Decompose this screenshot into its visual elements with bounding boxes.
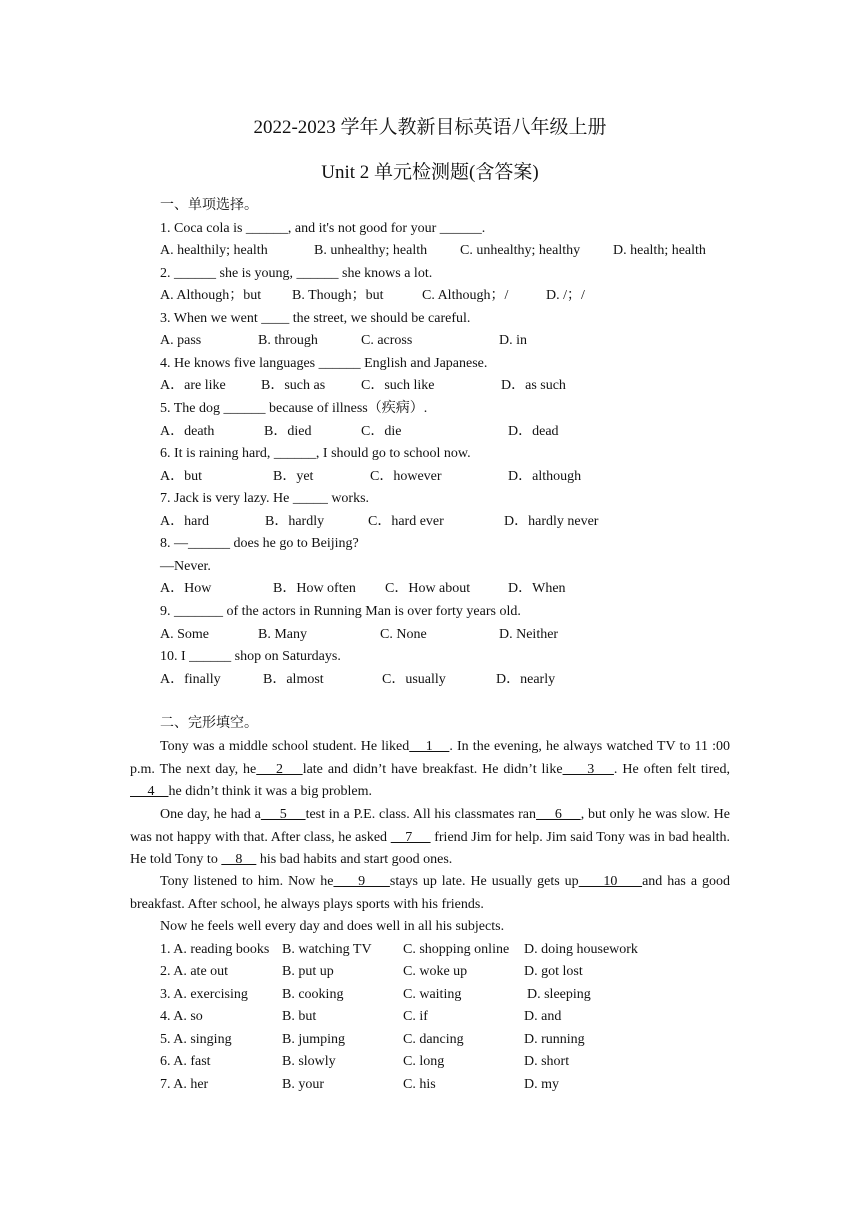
document-title: 2022-2023 学年人教新目标英语八年级上册 — [253, 117, 607, 138]
question-text: 3. When we went ____ the street, we should be careful. — [160, 311, 471, 326]
passage-text: , but only he was slow. He was not happy with that. After class, he asked — [130, 807, 730, 845]
option-a: A. Some — [160, 627, 209, 642]
option-d: D. /；/ — [546, 288, 585, 303]
option-a: A. Although；but — [160, 288, 262, 303]
question-answer-line: —Never. — [160, 559, 211, 574]
option-c: C. woke up — [403, 964, 468, 979]
blank-2: 2 — [256, 761, 303, 777]
question-text: 7. Jack is very lazy. He _____ works. — [160, 491, 370, 506]
passage-text: Tony listened to him. Now he — [160, 874, 334, 889]
option-a: 6. A. fast — [160, 1054, 211, 1069]
option-c: C. Although；/ — [422, 288, 509, 303]
option-b: B. cooking — [282, 987, 344, 1002]
option-d: D．hardly never — [504, 514, 599, 529]
option-b: B. but — [282, 1009, 317, 1024]
passage-text: late and didn’t have breakfast. He didn’t like — [302, 761, 563, 777]
option-a: 1. A. reading books — [160, 942, 270, 957]
option-a: A．are like — [160, 378, 226, 393]
option-b: B. through — [258, 333, 318, 348]
option-c: C．usually — [382, 672, 446, 687]
option-b: B. jumping — [282, 1032, 346, 1047]
blank-5: 5 — [260, 807, 306, 822]
question-text: 5. The dog ______ because of illness（疾病）. — [160, 401, 428, 416]
blank-4: 4 — [130, 784, 169, 799]
passage-text: his bad habits and start good ones. — [256, 852, 453, 867]
cloze-paragraph-4: Now he feels well every day and does well in all his subjects. — [160, 919, 505, 934]
question-text: 4. He knows five languages ______ English and Japanese. — [160, 356, 488, 371]
option-a: A．but — [160, 469, 202, 484]
option-d: D. my — [524, 1077, 559, 1092]
blank-6: 6 — [536, 807, 581, 822]
option-d: D. running — [524, 1032, 585, 1047]
option-b: B．died — [264, 424, 312, 439]
option-a: A. healthily; health — [160, 243, 268, 258]
option-b: B. slowly — [282, 1054, 336, 1069]
blank-10: 10 — [578, 874, 643, 889]
option-c: C．such like — [361, 378, 435, 393]
option-b: B. put up — [282, 964, 334, 979]
option-a: A．hard — [160, 514, 209, 529]
option-d: D. doing housework — [524, 942, 638, 957]
option-c: C. shopping online — [403, 942, 510, 957]
option-d: D．as such — [501, 378, 566, 393]
passage-text: he didn’t think it was a big problem. — [168, 784, 372, 799]
option-c: C．however — [370, 469, 442, 484]
option-c: C. if — [403, 1009, 428, 1024]
passage-text: and has a good breakfast. After school, he always plays sports with his friends. — [130, 874, 730, 912]
option-b: B. your — [282, 1077, 324, 1092]
blank-3: 3 — [562, 761, 614, 777]
option-d: D．nearly — [496, 672, 556, 687]
option-a: 4. A. so — [160, 1009, 203, 1024]
passage-text: test in a P.E. class. All his classmates ran — [305, 807, 536, 822]
option-a: A．How — [160, 581, 212, 596]
option-b: B．hardly — [265, 514, 325, 529]
question-text: 6. It is raining hard, ______, I should go to school now. — [160, 446, 471, 461]
option-c: C. dancing — [403, 1032, 464, 1047]
option-a: A. pass — [160, 333, 202, 348]
option-b: B．How often — [273, 581, 356, 596]
cloze-paragraph-2 — [130, 804, 730, 872]
option-b: B. unhealthy; health — [314, 243, 428, 258]
option-d: D. health; health — [613, 243, 706, 258]
option-c: C. None — [380, 627, 427, 642]
option-d: D．When — [508, 581, 566, 596]
question-text: 1. Coca cola is ______, and it's not good for your ______. — [160, 221, 486, 236]
question-text: 8. —______ does he go to Beijing? — [160, 536, 359, 551]
cloze-paragraph-1 — [130, 736, 730, 804]
option-d: D. in — [499, 333, 527, 348]
option-c: C．hard ever — [368, 514, 444, 529]
cloze-paragraph-3 — [130, 871, 730, 916]
passage-text: friend Jim for help. Jim said Tony was in bad health. He told Tony to — [130, 829, 731, 867]
option-a: 2. A. ate out — [160, 964, 229, 979]
option-d: D. got lost — [524, 964, 583, 979]
option-d: D. Neither — [499, 627, 559, 642]
document-subtitle: Unit 2 单元检测题(含答案) — [321, 162, 539, 183]
option-d: D．dead — [508, 424, 559, 439]
option-d: D. and — [524, 1009, 562, 1024]
option-d: D. sleeping — [527, 987, 591, 1002]
blank-9: 9 — [333, 874, 390, 889]
option-c: C. waiting — [403, 987, 462, 1002]
section2-heading: 二、完形填空。 — [160, 716, 258, 731]
option-b: B．almost — [263, 672, 324, 687]
option-c: C. across — [361, 333, 413, 348]
option-a: A．finally — [160, 672, 221, 687]
option-c: C. long — [403, 1054, 445, 1069]
option-b: B. watching TV — [282, 942, 372, 957]
passage-text: . In the evening, he always watched TV to 11 :00 p.m. The next day, he — [130, 739, 730, 777]
option-b: B．such as — [261, 378, 326, 393]
option-a: 5. A. singing — [160, 1032, 232, 1047]
option-d: D. short — [524, 1054, 570, 1069]
option-c: C. unhealthy; healthy — [460, 243, 581, 258]
option-c: C．die — [361, 424, 402, 439]
passage-text: One day, he had a — [160, 807, 261, 822]
option-a: 7. A. her — [160, 1077, 209, 1092]
option-c: C．How about — [385, 581, 471, 596]
option-b: B. Though；but — [292, 288, 384, 303]
blank-1: 1 — [409, 739, 450, 754]
blank-7: 7 — [390, 829, 431, 845]
option-a: 3. A. exercising — [160, 987, 248, 1002]
option-d: D．although — [508, 469, 582, 484]
option-b: B．yet — [273, 469, 314, 484]
question-text: 10. I ______ shop on Saturdays. — [160, 649, 341, 664]
option-c: C. his — [403, 1077, 436, 1092]
option-b: B. Many — [258, 627, 307, 642]
blank-8: 8 — [221, 852, 257, 867]
passage-text: stays up late. He usually gets up — [389, 874, 579, 889]
section1-heading: 一、单项选择。 — [160, 198, 258, 213]
passage-text: . He often felt tired, — [613, 761, 731, 777]
question-text: 9. _______ of the actors in Running Man is over forty years old. — [160, 604, 521, 619]
passage-text: Tony was a middle school student. He liked — [160, 739, 410, 754]
question-text: 2. ______ she is young, ______ she knows a lot. — [160, 266, 433, 281]
option-a: A．death — [160, 424, 215, 439]
